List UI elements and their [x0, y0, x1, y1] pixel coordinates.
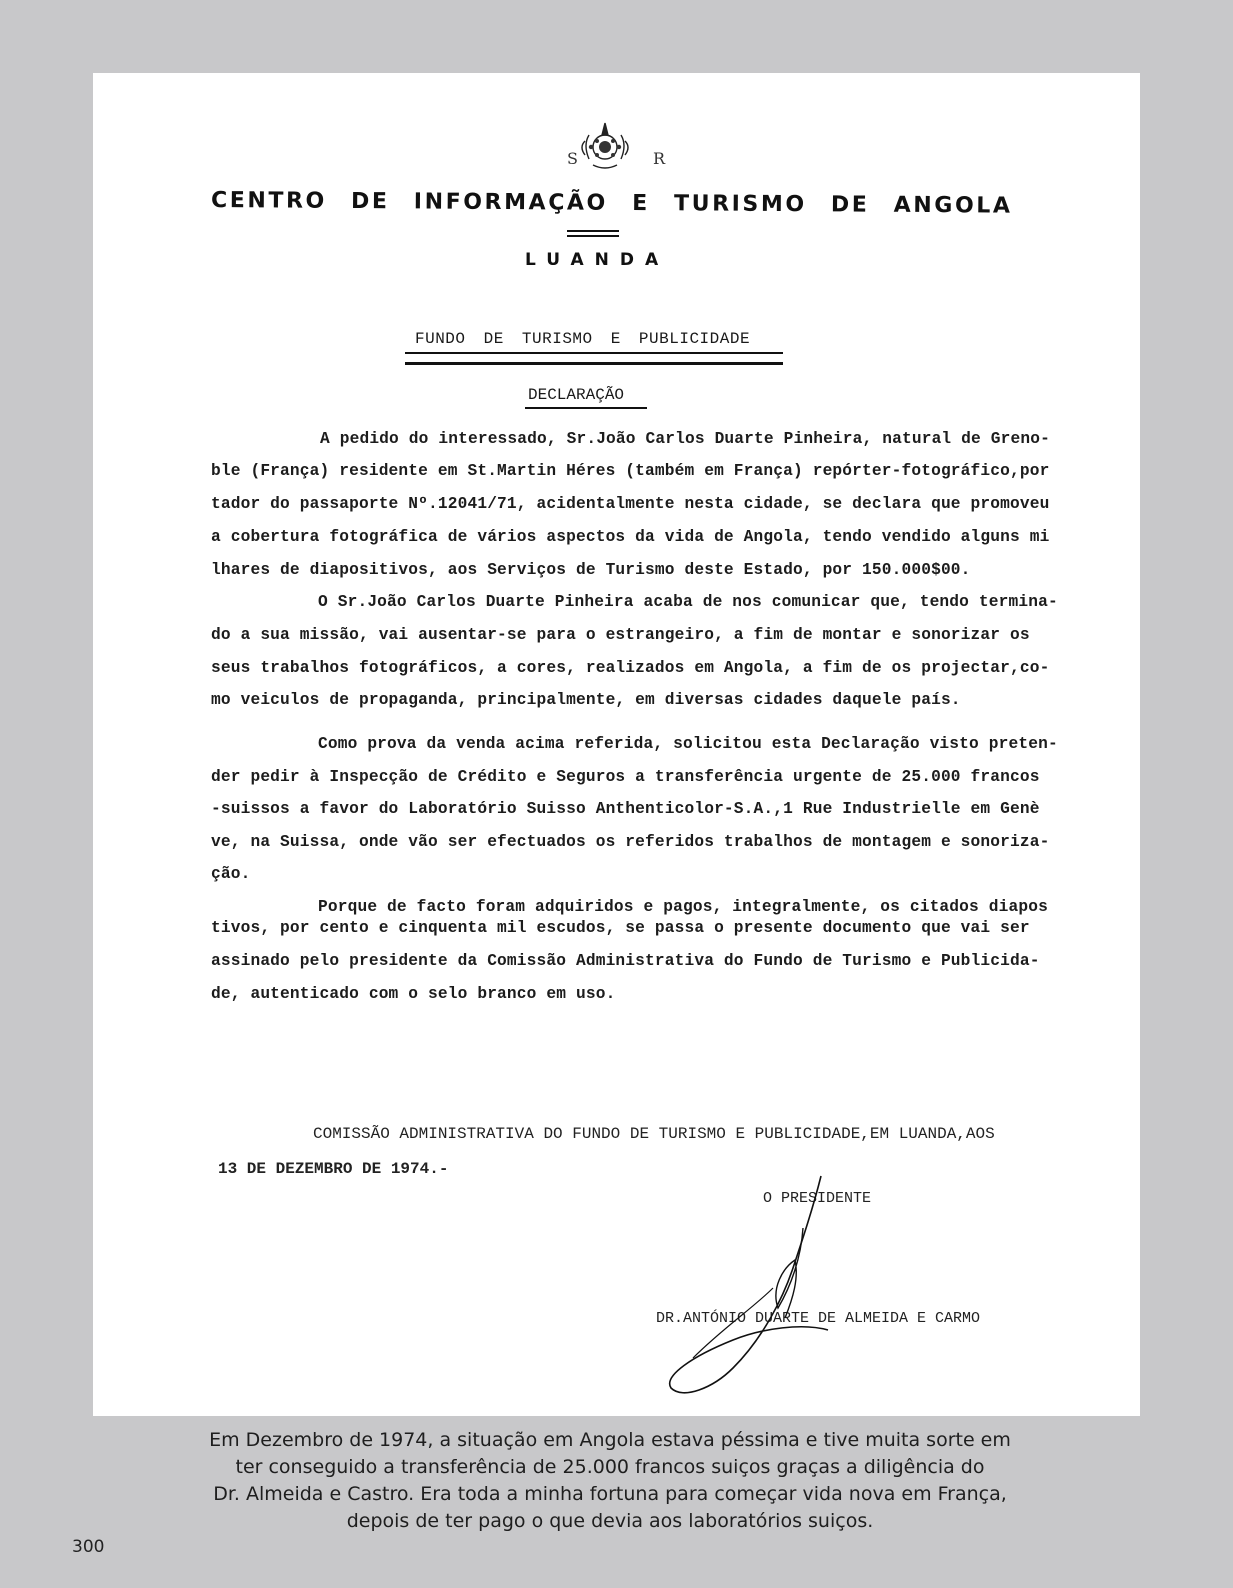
photo-caption: [150, 1427, 1070, 1535]
signer-title: O PRESIDENTE: [763, 1190, 872, 1207]
signer-name: DR.ANTÓNIO DUARTE DE ALMEIDA E CARMO: [656, 1310, 981, 1327]
declaration-line: ble (França) residente em St.Martin Héres (também em França) repórter-fotográfico,por: [211, 462, 1050, 480]
declaration-line: do a sua missão, vai ausentar-se para o estrangeiro, a fim de montar e sonorizar os: [211, 626, 1030, 644]
coat-of-arms-icon: [575, 115, 635, 175]
caption-line: Dr. Almeida e Castro. Era toda a minha fortuna para começar vida nova em França,: [213, 1483, 1007, 1505]
declaration-line: A pedido do interessado, Sr.João Carlos Duarte Pinheira, natural de Greno-: [320, 430, 1050, 448]
caption-line: Em Dezembro de 1974, a situação em Angola estava péssima e tive muita sorte em: [209, 1429, 1011, 1451]
declaration-line: a cobertura fotográfica de vários aspectos da vida de Angola, tendo vendido alguns mi: [211, 528, 1050, 546]
closing-line-2: 13 DE DEZEMBRO DE 1974.-: [218, 1160, 449, 1178]
declaration-line: mo veiculos de propaganda, principalmente, em diversas cidades daquele país.: [211, 691, 961, 709]
declaration-line: seus trabalhos fotográficos, a cores, realizados em Angola, a fim de os projectar,co-: [211, 659, 1050, 677]
fund-title-underline: [405, 352, 783, 354]
declaration-line: -suissos a favor do Laboratório Suisso Anthenticolor-S.A.,1 Rue Industrielle em Genè: [211, 800, 1040, 818]
declaration-line: de, autenticado com o selo branco em uso.: [211, 985, 616, 1003]
declaration-title: DECLARAÇÃO: [528, 386, 625, 404]
declaration-line: ve, na Suissa, onde vão ser efectuados os referidos trabalhos de montagem e sonoriza-: [211, 833, 1050, 851]
title-divider-bottom: [567, 235, 619, 237]
declaration-line: lhares de diapositivos, aos Serviços de Turismo deste Estado, por 150.000$00.: [211, 561, 971, 579]
organization-title: CENTRO DE INFORMAÇÃO E TURISMO DE ANGOLA: [210, 187, 1013, 219]
title-divider-top: [567, 230, 619, 232]
declaration-underline: [525, 407, 647, 409]
fund-title: FUNDO DE TURISMO E PUBLICIDADE: [415, 330, 751, 348]
caption-line: ter conseguido a transferência de 25.000 francos suiços graças a diligência do: [235, 1456, 985, 1478]
declaration-line: Como prova da venda acima referida, solicitou esta Declaração visto preten-: [318, 735, 1058, 753]
declaration-line: tivos, por cento e cinquenta mil escudos, se passa o presente documento que vai ser: [211, 919, 1030, 937]
city-heading: LUANDA: [525, 250, 670, 270]
declaration-line: Porque de facto foram adquiridos e pagos, integralmente, os citados diapos: [318, 898, 1048, 916]
crest-letter-right: R: [653, 149, 666, 168]
declaration-line: ção.: [211, 865, 251, 883]
declaration-line: assinado pelo presidente da Comissão Administrativa do Fundo de Turismo e Publicida-: [211, 952, 1040, 970]
handwritten-signature: [653, 1168, 853, 1398]
crest-letter-left: S: [567, 149, 578, 168]
declaration-line: O Sr.João Carlos Duarte Pinheira acaba de nos comunicar que, tendo termina-: [318, 593, 1058, 611]
declaration-line: der pedir à Inspecção de Crédito e Seguros a transferência urgente de 25.000 francos: [211, 768, 1040, 786]
fund-title-double-rule: [405, 362, 783, 365]
closing-line-1: COMISSÃO ADMINISTRATIVA DO FUNDO DE TURISMO E PUBLICIDADE,EM LUANDA,AOS: [313, 1125, 995, 1143]
scanned-document: [93, 73, 1140, 1416]
page-number: 300: [72, 1537, 105, 1557]
declaration-line: tador do passaporte Nº.12041/71, acidentalmente nesta cidade, se declara que promoveu: [211, 495, 1050, 513]
caption-line: depois de ter pago o que devia aos laboratórios suiços.: [346, 1510, 874, 1532]
